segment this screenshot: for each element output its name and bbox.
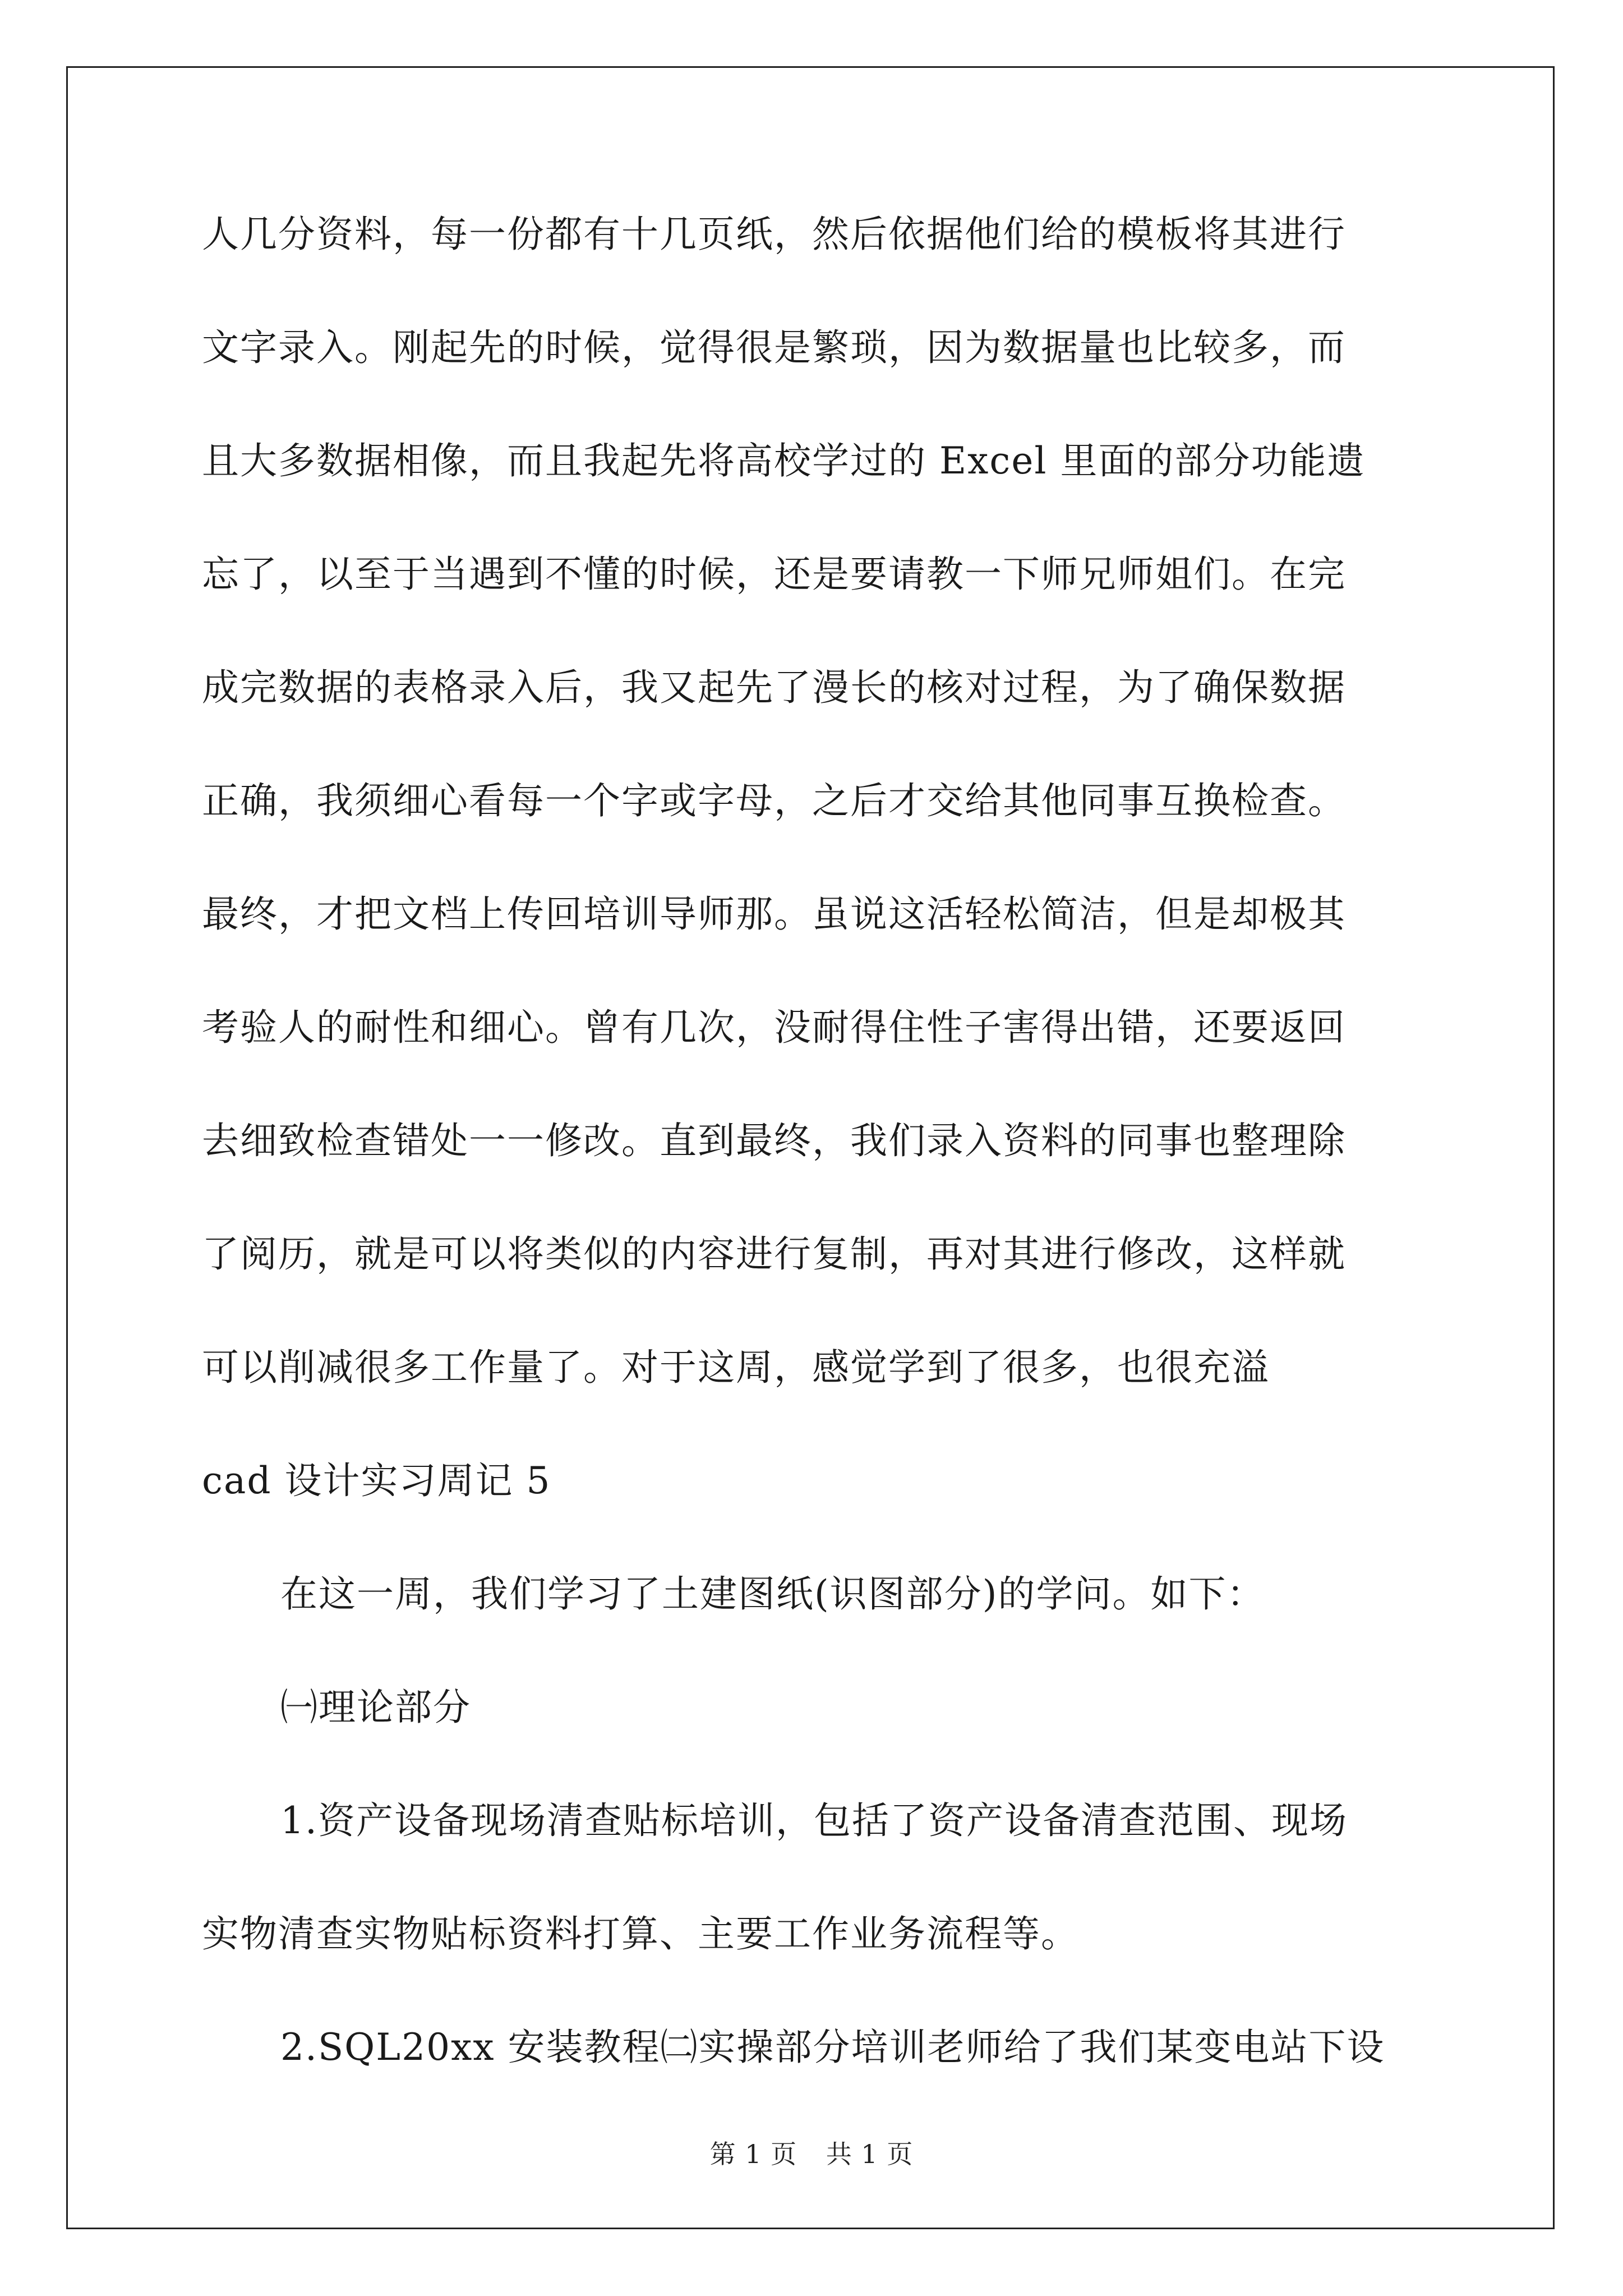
text-line: 成完数据的表格录入后，我又起先了漫长的核对过程，为了确保数据: [202, 666, 1346, 709]
text-line: 文字录入。刚起先的时候，觉得很是繁琐，因为数据量也比较多，而: [202, 326, 1346, 369]
list-item-1: 1.资产设备现场清查贴标培训，包括了资产设备清查范围、现场: [280, 1799, 1348, 1842]
text-line: 且大多数据相像，而且我起先将高校学过的 Excel 里面的部分功能遗: [202, 439, 1366, 482]
page-total: 共 1 页: [826, 2139, 914, 2169]
page-footer: [0, 2140, 1623, 2168]
list-item-2: 2.SQL20xx 安装教程㈡实操部分培训老师给了我们某变电站下设: [280, 2026, 1385, 2069]
text-line: 忘了，以至于当遇到不懂的时候，还是要请教一下师兄师姐们。在完: [202, 553, 1346, 596]
section-title: ㈠理论部分: [280, 1686, 471, 1729]
page-number: 第 1 页: [709, 2139, 797, 2169]
text-line: 考验人的耐性和细心。曾有几次，没耐得住性子害得出错，还要返回: [202, 1006, 1346, 1049]
section-heading: cad 设计实习周记 5: [202, 1459, 551, 1502]
text-line: 正确，我须细心看每一个字或字母，之后才交给其他同事互换检查。: [202, 779, 1346, 822]
text-line: 去细致检查错处一一修改。直到最终，我们录入资料的同事也整理除: [202, 1119, 1346, 1162]
text-line: 最终，才把文档上传回培训导师那。虽说这活轻松简洁，但是却极其: [202, 892, 1346, 936]
text-line: 人几分资料，每一份都有十几页纸，然后依据他们给的模板将其进行: [202, 213, 1346, 256]
list-item-1-continued: 实物清查实物贴标资料打算、主要工作业务流程等。: [202, 1912, 1079, 1955]
intro-paragraph: 在这一周，我们学习了土建图纸(识图部分)的学问。如下：: [280, 1572, 1265, 1616]
text-line: 可以削减很多工作量了。对于这周，感觉学到了很多，也很充溢: [202, 1346, 1270, 1389]
text-line: 了阅历，就是可以将类似的内容进行复制，再对其进行修改，这样就: [202, 1232, 1346, 1276]
